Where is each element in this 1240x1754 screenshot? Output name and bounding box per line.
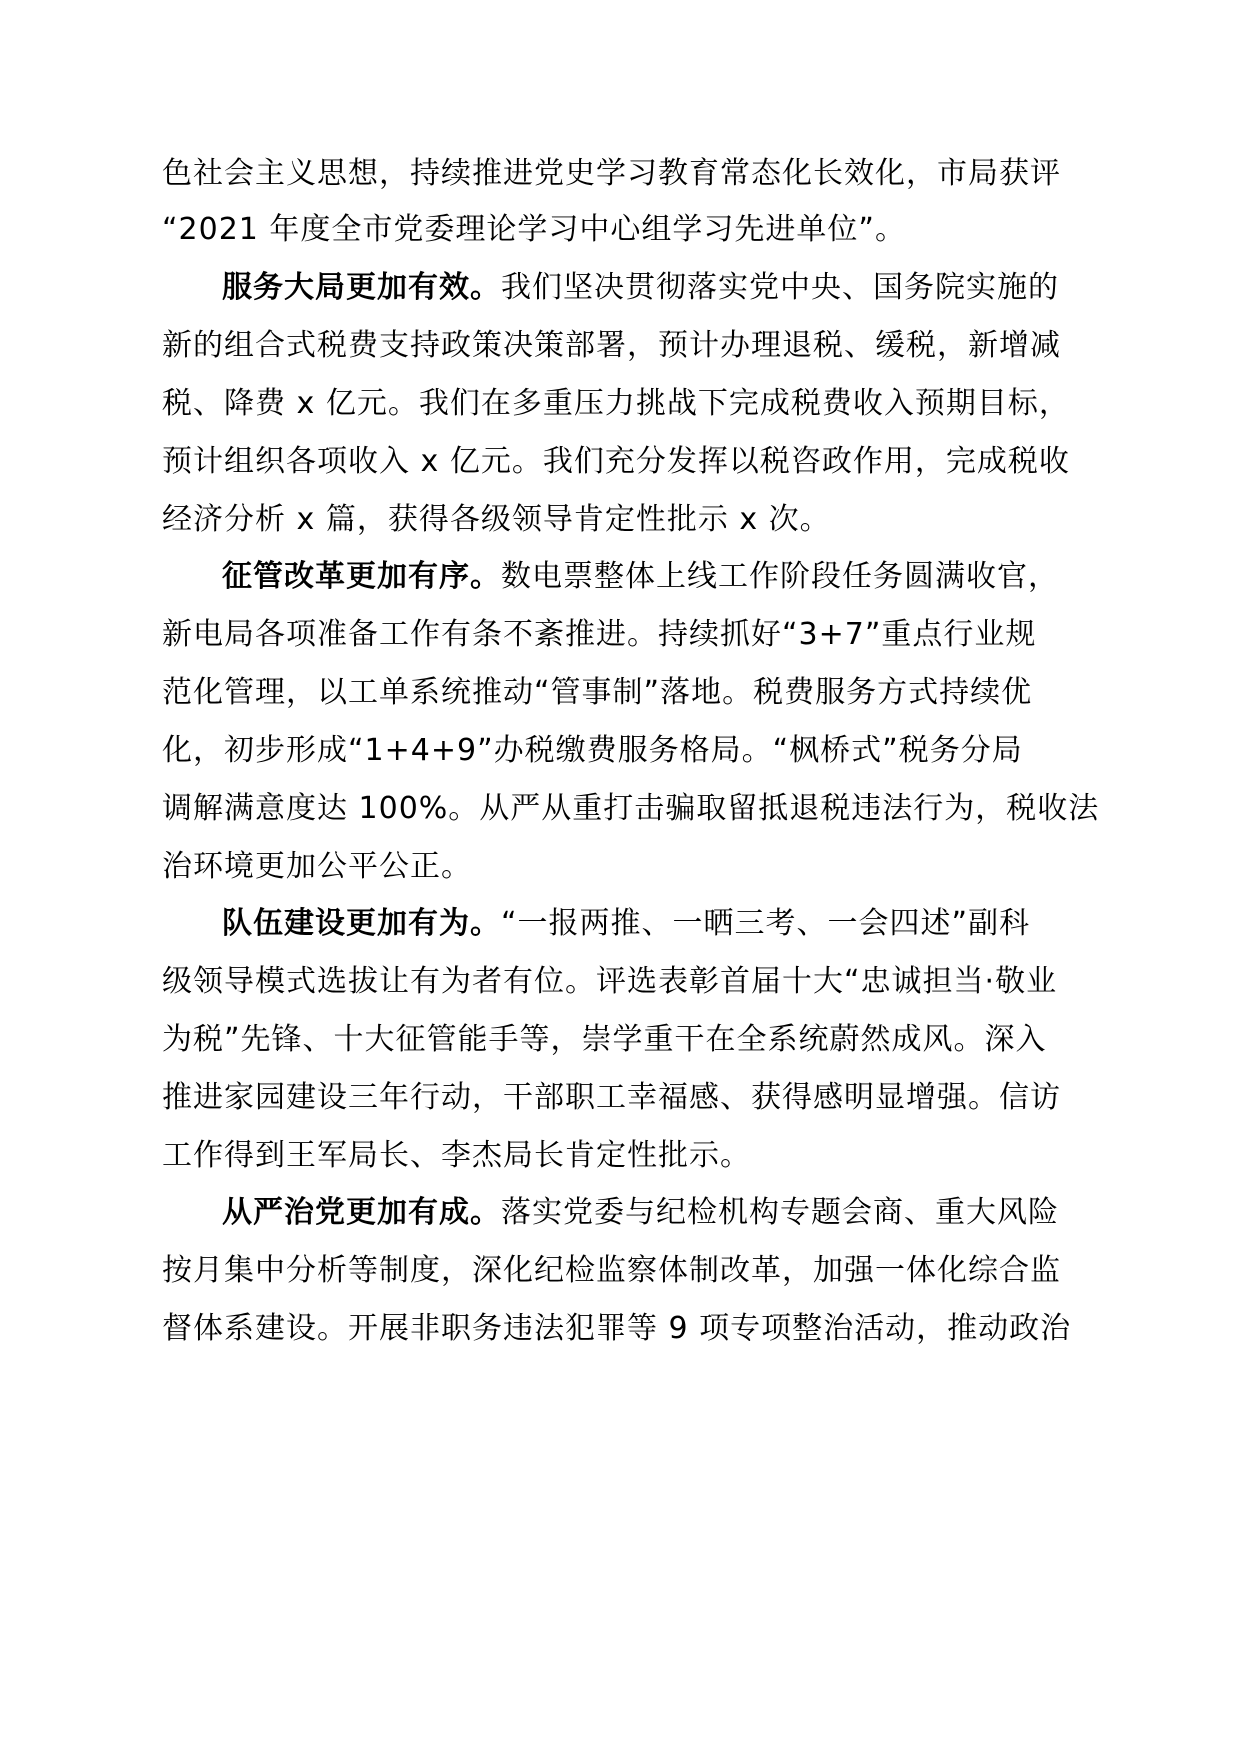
- paragraph-heading: 服务大局更加有效。: [222, 270, 501, 305]
- text-line: 色社会主义思想，持续推进党史学习教育常态化长效化，市局获评: [162, 156, 1061, 191]
- text-line: 预计组织各项收入 x 亿元。我们充分发挥以税咨政作用，完成税收: [162, 444, 1070, 479]
- paragraph-reform: 征管改革更加有序。数电票整体上线工作阶段任务圆满收官，: [222, 559, 1059, 594]
- text-line: 工作得到王军局长、李杰局长肯定性批示。: [162, 1138, 751, 1173]
- paragraph-discipline: 从严治党更加有成。落实党委与纪检机构专题会商、重大风险: [222, 1195, 1059, 1230]
- text-line: 为税”先锋、十大征管能手等，崇学重干在全系统蔚然成风。深入: [162, 1022, 1047, 1057]
- text-line: 督体系建设。开展非职务违法犯罪等 9 项专项整治活动，推动政治: [162, 1311, 1072, 1346]
- text-line: 税、降费 x 亿元。我们在多重压力挑战下完成税费收入预期目标，: [162, 386, 1070, 421]
- paragraph-heading: 从严治党更加有成。: [222, 1195, 501, 1230]
- text-line: 治环境更加公平公正。: [162, 849, 472, 884]
- text-line: 新电局各项准备工作有条不紊推进。持续抓好“3+7”重点行业规: [162, 617, 1037, 652]
- paragraph-service: 服务大局更加有效。我们坚决贯彻落实党中央、国务院实施的: [222, 270, 1059, 305]
- text-line: 调解满意度达 100%。从严从重打击骗取留抵退税违法行为，税收法: [162, 791, 1100, 826]
- text-line: 经济分析 x 篇，获得各级领导肯定性批示 x 次。: [162, 502, 831, 537]
- paragraph-heading: 队伍建设更加有为。: [222, 906, 501, 941]
- paragraph-heading: 征管改革更加有序。: [222, 559, 501, 594]
- text-line: 新的组合式税费支持政策决策部署，预计办理退税、缓税，新增减: [162, 328, 1061, 363]
- text-line: 化，初步形成“1+4+9”办税缴费服务格局。“枫桥式”税务分局: [162, 733, 1023, 768]
- text-line: 推进家园建设三年行动，干部职工幸福感、获得感明显增强。信访: [162, 1080, 1061, 1115]
- text-line: 按月集中分析等制度，深化纪检监察体制改革，加强一体化综合监: [162, 1253, 1061, 1288]
- text-line: 范化管理，以工单系统推动“管事制”落地。税费服务方式持续优: [162, 675, 1033, 710]
- text-line: “2021 年度全市党委理论学习中心组学习先进单位”。: [162, 212, 906, 247]
- paragraph-team: 队伍建设更加有为。“一报两推、一晒三考、一会四述”副科: [222, 906, 1031, 941]
- text-line: 级领导模式选拔让有为者有位。评选表彰首届十大“忠诚担当·敬业: [162, 964, 1058, 999]
